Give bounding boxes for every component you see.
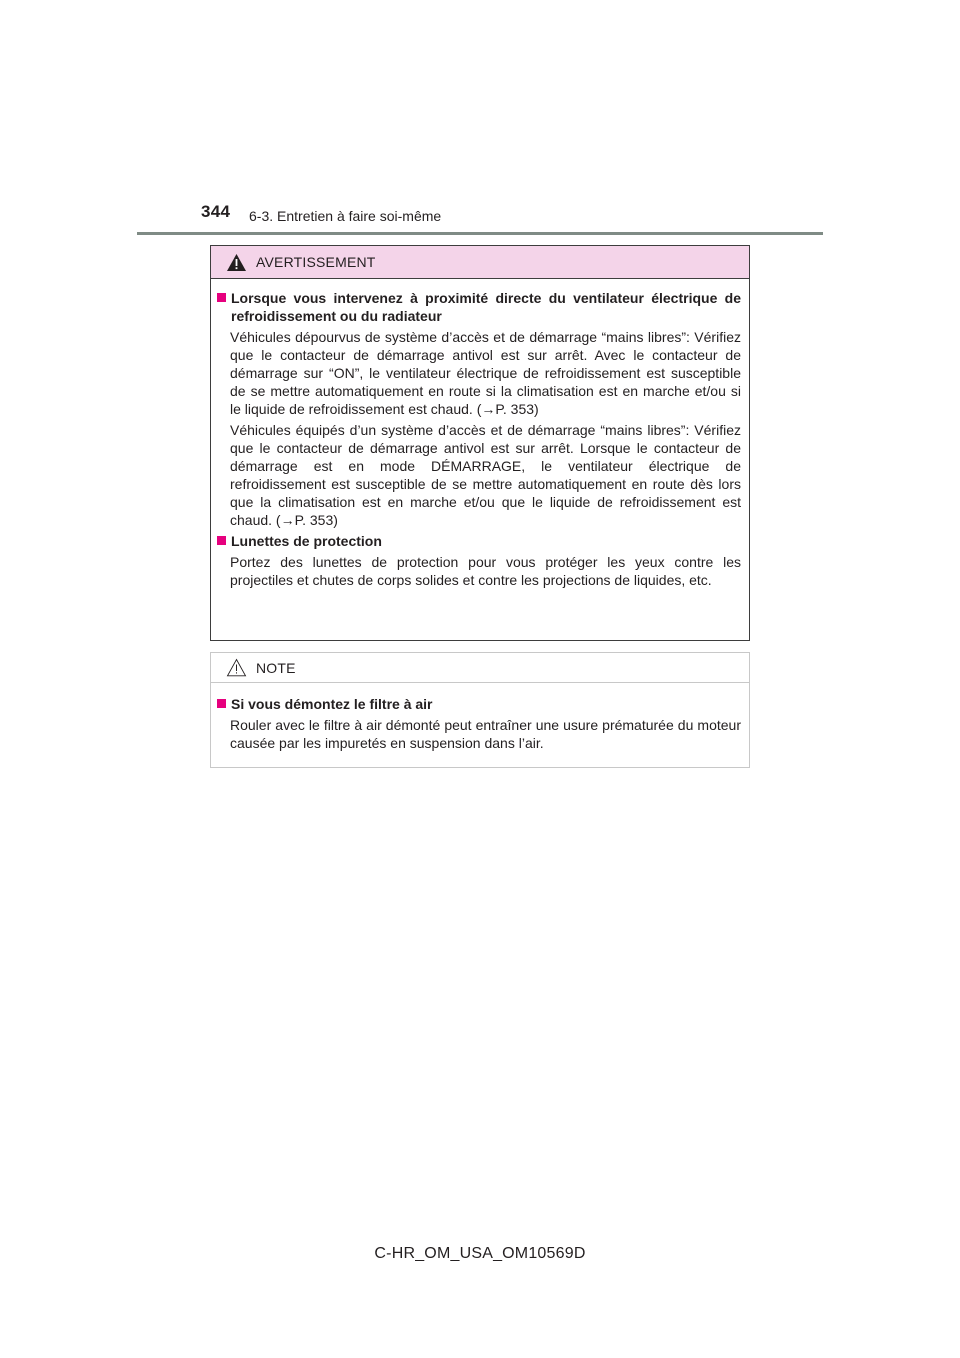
notice-item-air-filter: [217, 695, 741, 752]
notice-body: [211, 683, 749, 752]
warning-fan-para-no-smart-key: Véhicules dépourvus de système d’accès et de démarrage “mains libres”: Vérifiez que le contacteur de démarrage antivol est sur arrêt. Avec le contacteur de démarrage sur “ON”, le ventilateur électrique de refroidissement est susceptible de se mettre automatiquement en route si la climatisation est en marche et/ou si le liquide de refroidissement est chaud. (→P. 353): [230, 329, 741, 417]
warning-item-fan-title-row: [217, 289, 741, 325]
warning-header: [211, 246, 749, 279]
notice-box: [210, 652, 750, 768]
warning-item-goggles: [217, 532, 741, 589]
warning-label: AVERTISSEMENT: [256, 254, 376, 270]
warning-triangle-icon: [226, 253, 247, 272]
square-bullet-icon: [217, 536, 226, 545]
section-title: 6-3. Entretien à faire soi-même: [249, 208, 442, 224]
page-number: 344: [201, 202, 231, 221]
warning-triangle-outline-icon: [226, 658, 247, 677]
header-rule: [137, 232, 823, 235]
notice-header: [211, 653, 749, 683]
warning-body: [211, 279, 749, 589]
footer-doc-code: C-HR_OM_USA_OM10569D: [374, 1245, 586, 1262]
warning-box: [210, 245, 750, 641]
warning-fan-para-smart-key: Véhicules équipés d’un système d’accès et de démarrage “mains libres”: Vérifiez que le contacteur de démarrage antivol est sur arrêt. Lorsque le contacteur de démarrage est en mode DÉMARRAGE, le ventilateur électrique de refroidissement est susceptible de se mettre automatiquement en route dès lors que la climatisation est en marche et/ou que le liquide de refroidissement est chaud. (→P. 353): [230, 422, 741, 528]
warning-goggles-para: Portez des lunettes de protection pour vous protéger les yeux contre les projectiles et chutes de corps solides et contre les projections de liquides, etc.: [230, 554, 741, 588]
warning-item-fan-title: Lorsque vous intervenez à proximité directe du ventilateur électrique de refroidissement ou du radiateur: [231, 290, 741, 324]
notice-label: NOTE: [256, 659, 296, 676]
square-bullet-icon: [217, 293, 226, 302]
warning-item-goggles-title: Lunettes de protection: [231, 533, 382, 549]
notice-item-air-filter-title: Si vous démontez le filtre à air: [231, 696, 433, 712]
warning-item-fan: [217, 289, 741, 529]
warning-item-goggles-title-row: [217, 532, 741, 550]
notice-air-filter-para: Rouler avec le filtre à air démonté peut entraîner une usure prématurée du moteur causée par les impuretés en suspension dans l’air.: [230, 717, 741, 751]
square-bullet-icon: [217, 699, 226, 708]
notice-item-air-filter-title-row: [217, 695, 741, 713]
